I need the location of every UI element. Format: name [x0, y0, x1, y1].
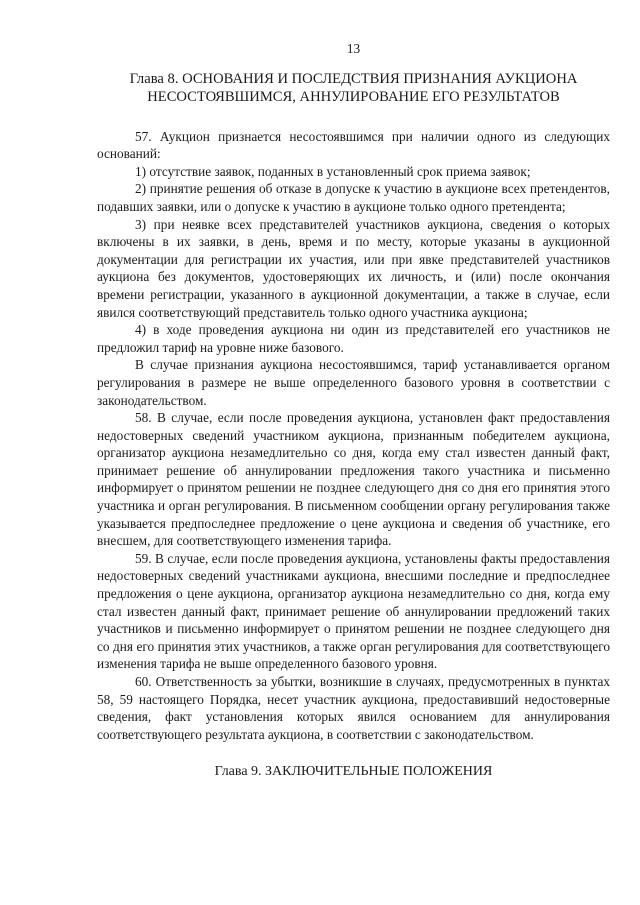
paragraph-59: 59. В случае, если после проведения аукциона, установлены факты предоставления недостоверных сведений участниками аукциона, внесшими последние и предпоследнее предложения о цене аукциона, организатор аукциона незамедлительно со дня, когда ему стал известен данный факт, принимает решение об аннулировании предложений таких участников и письменно информирует о принятом решении не позднее следующего дня со дня его принятия этих участников, а также орган регулирования для соответствующего изменения тарифа не выше определенного базового уровня.: [97, 550, 610, 672]
paragraph-60: 60. Ответственность за убытки, возникшие в случаях, предусмотренных в пунктах 58, 59 настоящего Порядка, несет участник аукциона, предоставивший недостоверные сведения, факт установления которых явился основанием для аннулирования соответствующего результата аукциона, в соответствии с законодательством.: [97, 674, 610, 742]
paragraph-57-item-4: 4) в ходе проведения аукциона ни один из представителей его участников не предложил тариф на уровне ниже базового.: [97, 322, 610, 355]
chapter-8-title-line-1: Глава 8. ОСНОВАНИЯ И ПОСЛЕДСТВИЯ ПРИЗНАНИЯ АУКЦИОНА: [129, 70, 578, 87]
paragraph-57: 57. Аукцион признается несостоявшимся при наличии одного из следующих оснований:: [97, 128, 610, 162]
chapter-9-title: Глава 9. ЗАКЛЮЧИТЕЛЬНЫЕ ПОЛОЖЕНИЯ: [214, 764, 493, 780]
page-number: 13: [346, 41, 361, 56]
paragraph-57-conclusion: В случае признания аукциона несостоявшимся, тариф устанавливается органом регулирования в размере не выше определенного базового уровня в соответствии с законодательством.: [97, 357, 610, 408]
chapter-8-title-line-2: НЕСОСТОЯВШИМСЯ, АННУЛИРОВАНИЕ ЕГО РЕЗУЛЬТАТОВ: [147, 88, 560, 105]
chapter-8-body: [97, 128, 610, 744]
paragraph-57-item-1: 1) отсутствие заявок, поданных в установленный срок приема заявок;: [135, 163, 531, 179]
paragraph-57-item-3: 3) при неявке всех представителей участников аукциона, сведения о которых включены в их заявки, в день, время и по месту, которые указаны в аукционной документации для регистрации их участия, или при явке представителей участников аукциона без документов, удостоверяющих их личность, и (или) после окончания времени регистрации, указанного в аукционной документации, а также в случае, если явился соответствующий представитель только одного участника аукциона;: [97, 216, 610, 320]
paragraph-58: 58. В случае, если после проведения аукциона, установлен факт предоставления недостоверных сведений участником аукциона, признанным победителем аукциона, организатор аукциона незамедлительно со дня, когда ему стал известен данный факт, принимает решение об аннулировании предложения такого участника и письменно информирует о принятом решении не позднее следующего дня со дня его принятия этого участника и орган регулирования. В письменном сообщении органу регулирования также указывается предпоследнее предложение о цене аукциона и сведения об участнике, его внесшем, для соответствующего изменения тарифа.: [97, 410, 610, 549]
chapter-8-title: [97, 70, 610, 106]
paragraph-57-item-2: 2) принятие решения об отказе в допуске к участию в аукционе всех претендентов, подавших заявки, или о допуске к участию в аукционе только одного претендента;: [97, 181, 610, 214]
